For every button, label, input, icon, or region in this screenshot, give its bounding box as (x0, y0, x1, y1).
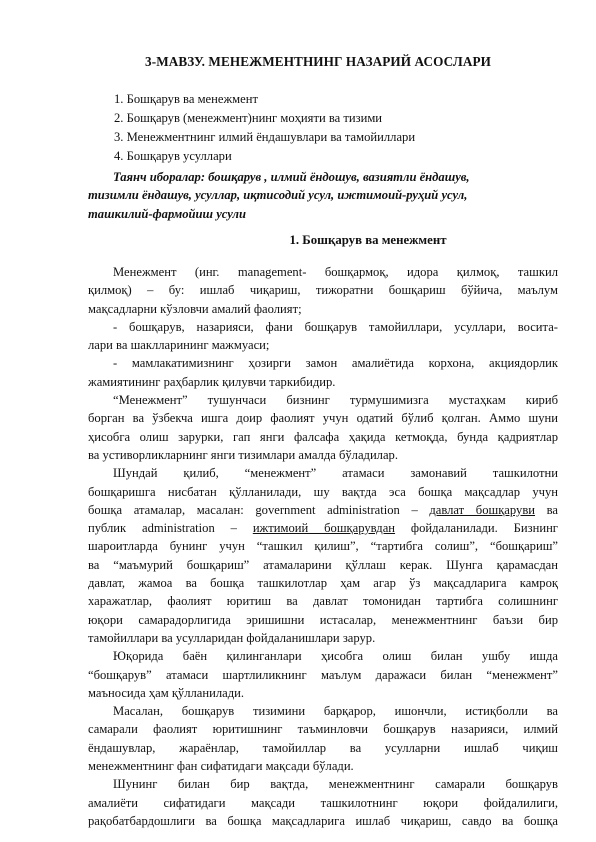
toc-item: 4. Бошқарув усуллари (114, 149, 232, 163)
page-title: 3-МАВЗУ. МЕНЕЖМЕНТНИНГ НАЗАРИЙ АСОСЛАРИ (145, 54, 491, 69)
key-terms-line: ташкилий-фармойиш усули (88, 206, 246, 221)
body-line: харажатлар, фаолият юритиш ва давлат томонидан тартибга солишнинг (88, 594, 558, 609)
body-line: шароитларда бунинг учун “ташкил қилиш”, “тартибга солиш”, “бошқариш” (88, 539, 558, 554)
table-of-contents (114, 90, 415, 166)
body-line: қилмоқ) – бу: ишлаб чиқариш, тижоратни бошқариш бўйича, маълум (88, 283, 558, 298)
toc-item: 3. Менежментнинг илмий ёндашувлари ва тамойиллари (114, 130, 416, 144)
body-line: Масалан, бошқарув тизимини барқарор, ишончли, истиқболли ва (113, 704, 558, 719)
body-line: давлат, жамоа ва бошқа ташкилотлар ҳам агар ўз мақсадларига камроқ (88, 576, 558, 591)
body-line: Юқорида баён қилинганлари ҳисобга олиш билан ушбу ишда (113, 649, 558, 664)
body-line: “Менежмент” тушунчаси бизнинг турмушимизга мустаҳкам кириб (113, 393, 558, 408)
body-line: рақобатбардошлиги ва бошқа мақсадларига ишлаб чиқариш, савдо ва бошқа (88, 813, 558, 828)
body-line: борган ва ўзбекча ишга доир фаолият учун одатий бўлиб қолган. Аммо шуни (88, 411, 558, 426)
key-terms (88, 168, 558, 223)
key-terms-line: Таянч иборалар: бошқарув , илмий ёндошув, вазиятли ёндашув, (113, 170, 470, 184)
body-line: - бошқарув, назарияси, фани бошқарув тамойиллари, усуллари, восита- (113, 319, 558, 334)
body-line: ҳисобга олиш зарурки, гап янги фалсафа ҳақида кетмоқда, бунда қадриятлар (88, 429, 558, 444)
underlined-term: давлат бошқаруви (429, 502, 536, 517)
body-line: ва “маъмурий бошқариш” атамаларини қўллаш керак. Шунга қарамасдан (88, 557, 558, 572)
body-line: бошқа атамалар, масалан: government administration – давлат бошқаруви ва (88, 502, 558, 517)
body-line: жамиятининг раҳбарлик қилувчи таркибидир. (88, 374, 336, 389)
body-line: ёндашувлар, жараёнлар, тамойиллар ва усулларни ишлаб чиқиш (88, 740, 558, 755)
body-line: лари ва шаклларининг мажмуаси; (88, 338, 270, 353)
body-line: Шунинг билан бир вақтда, менежментнинг самарали бошқарув (113, 777, 558, 792)
toc-item: 1. Бошқарув ва менежмент (114, 92, 258, 106)
toc-item: 2. Бошқарув (менежмент)нинг моҳияти ва тизими (114, 111, 383, 125)
body-line: юқори самарадорлигида эришишни истасалар, менежментнинг баъзи бир (88, 612, 558, 627)
body-line: Менежмент (инг. management- бошқармоқ, идора қилмоқ, ташкил (113, 265, 558, 279)
body-line: мақсадларни кўзловчи амалий фаолият; (88, 301, 302, 316)
section-heading: 1. Бошқарув ва менежмент (289, 233, 447, 247)
underlined-term: ижтимоий бошқарувдан (252, 521, 396, 536)
body-line: ва устиворликларнинг янги тизимлари амалда бўладилар. (88, 447, 399, 462)
body-line: публик administration – ижтимоий бошқарувдан фойдаланилади. Бизнинг (88, 521, 558, 536)
body-text (88, 263, 558, 830)
body-line: тамойиллари ва усулларидан фойдаланишлари зарур. (88, 630, 376, 645)
body-line: самарали фаолият юритишнинг таъминловчи бошқарув назарияси, илмий (88, 722, 558, 737)
body-line: менежментнинг фан сифатидаги мақсади бўлади. (88, 759, 354, 774)
body-line: амалиёти сифатидаги мақсади ташкилотнинг юқори фойдалилиги, (88, 795, 558, 810)
body-line: Шундай қилиб, “менежмент” атамаси замонавий ташкилотни (113, 466, 558, 481)
body-line: - мамлакатимизнинг ҳозирги замон амалиётида корхона, акциядорлик (113, 356, 558, 371)
body-line: маъносида ҳам қўлланилади. (88, 685, 245, 700)
body-line: бошқаришга нисбатан қўлланилади, шу вақтда эса бошқа мақсадлар учун (88, 484, 558, 499)
body-line: “бошқарув” атамаси шартлиликнинг маълум даражаси билан “менежмент” (88, 667, 558, 682)
key-terms-line: тизимли ёндашув, усуллар, иқтисодий усул, ижтимоий-руҳий усул, (88, 188, 468, 203)
